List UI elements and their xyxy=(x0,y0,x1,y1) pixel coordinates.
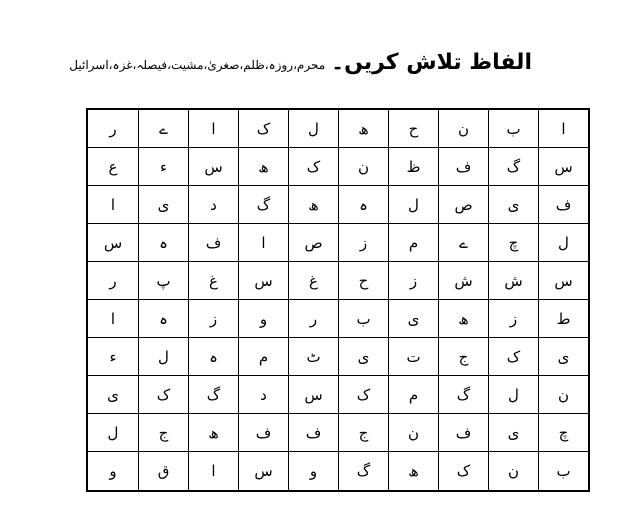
grid-cell[interactable]: پ xyxy=(138,262,188,300)
grid-cell[interactable]: ٹ xyxy=(288,338,338,376)
grid-cell[interactable]: س xyxy=(538,148,588,186)
grid-cell[interactable]: ی xyxy=(88,376,138,414)
grid-cell[interactable]: غ xyxy=(288,262,338,300)
grid-cell[interactable]: ل xyxy=(388,186,438,224)
grid-cell[interactable]: چ xyxy=(488,224,538,262)
grid-cell[interactable]: ف xyxy=(538,186,588,224)
grid-cell[interactable]: ھ xyxy=(188,414,238,452)
grid-cell[interactable]: ھ xyxy=(238,148,288,186)
grid-cell[interactable]: ز xyxy=(488,300,538,338)
grid-cell[interactable]: ط xyxy=(538,300,588,338)
grid-cell[interactable]: و xyxy=(288,452,338,490)
grid-cell[interactable]: ل xyxy=(88,414,138,452)
grid-cell[interactable]: م xyxy=(388,224,438,262)
grid-cell[interactable]: ظ xyxy=(388,148,438,186)
grid-cell[interactable]: ک xyxy=(338,376,388,414)
grid-cell[interactable]: س xyxy=(238,262,288,300)
grid-cell[interactable]: گ xyxy=(338,452,388,490)
grid-cell[interactable]: ء xyxy=(138,148,188,186)
grid-cell[interactable]: ف xyxy=(288,414,338,452)
grid-cell[interactable]: ج xyxy=(438,338,488,376)
grid-cell[interactable]: ب xyxy=(538,452,588,490)
grid-cell[interactable]: ہ xyxy=(138,224,188,262)
grid-cell[interactable]: ر xyxy=(288,300,338,338)
grid-cell[interactable]: ن xyxy=(338,148,388,186)
grid-cell[interactable]: ن xyxy=(388,414,438,452)
grid-cell[interactable]: ف xyxy=(238,414,288,452)
grid-cell[interactable]: ف xyxy=(188,224,238,262)
grid-cell[interactable]: م xyxy=(238,338,288,376)
grid-cell[interactable]: ک xyxy=(488,338,538,376)
grid-cell[interactable]: ا xyxy=(88,300,138,338)
grid-cell[interactable]: ہ xyxy=(188,338,238,376)
grid-cell[interactable]: س xyxy=(238,452,288,490)
grid-cell[interactable]: ن xyxy=(538,376,588,414)
grid-cell[interactable]: ص xyxy=(438,186,488,224)
grid-cell[interactable]: غ xyxy=(188,262,238,300)
word-search-grid xyxy=(86,108,590,492)
grid-cell[interactable]: ر xyxy=(88,262,138,300)
grid-cell[interactable]: س xyxy=(188,148,238,186)
grid-cell[interactable]: ا xyxy=(188,452,238,490)
grid-cell[interactable]: ج xyxy=(138,414,188,452)
grid-cell[interactable]: ج xyxy=(338,414,388,452)
grid-cell[interactable]: ل xyxy=(138,338,188,376)
grid-cell[interactable]: ش xyxy=(488,262,538,300)
grid-cell[interactable]: ب xyxy=(338,300,388,338)
grid-cell[interactable]: ک xyxy=(238,110,288,148)
grid-cell[interactable]: ھ xyxy=(438,300,488,338)
grid-cell[interactable]: ف xyxy=(438,414,488,452)
grid-cell[interactable]: س xyxy=(538,262,588,300)
grid-cell[interactable]: ن xyxy=(488,452,538,490)
grid-cell[interactable]: ی xyxy=(138,186,188,224)
grid-cell[interactable]: ح xyxy=(388,110,438,148)
grid-cell[interactable]: ہ xyxy=(138,300,188,338)
grid-cell[interactable]: س xyxy=(288,376,338,414)
grid-cell[interactable]: ر xyxy=(88,110,138,148)
grid-cell[interactable]: د xyxy=(238,376,288,414)
grid-cell[interactable]: ع xyxy=(88,148,138,186)
grid-cell[interactable]: ی xyxy=(488,186,538,224)
grid-cell[interactable]: ھ xyxy=(338,110,388,148)
grid-cell[interactable]: ا xyxy=(188,110,238,148)
grid-cell[interactable]: ے xyxy=(438,224,488,262)
grid-cell[interactable]: ز xyxy=(188,300,238,338)
grid-cell[interactable]: ہ xyxy=(338,186,388,224)
grid-cell[interactable]: ف xyxy=(438,148,488,186)
grid-cell[interactable]: گ xyxy=(238,186,288,224)
grid-cell[interactable]: گ xyxy=(188,376,238,414)
grid-cell[interactable]: ح xyxy=(338,262,388,300)
header xyxy=(69,50,532,86)
grid-cell[interactable]: ب xyxy=(488,110,538,148)
grid-cell[interactable]: ی xyxy=(338,338,388,376)
grid-cell[interactable]: م xyxy=(388,376,438,414)
grid-cell[interactable]: و xyxy=(109,462,117,480)
grid-cell[interactable]: س xyxy=(88,224,138,262)
grid-cell[interactable]: گ xyxy=(488,148,538,186)
grid-cell[interactable]: چ xyxy=(538,414,588,452)
grid-cell[interactable]: ھ xyxy=(288,186,338,224)
grid-cell[interactable]: ک xyxy=(438,452,488,490)
grid-cell[interactable]: ن xyxy=(438,110,488,148)
grid-cell[interactable]: ز xyxy=(338,224,388,262)
grid-cell[interactable]: ل xyxy=(538,224,588,262)
grid-cell[interactable]: و xyxy=(238,300,288,338)
grid-cell[interactable]: ز xyxy=(388,262,438,300)
grid-cell[interactable]: ھ xyxy=(388,452,438,490)
grid-cell[interactable]: ک xyxy=(288,148,338,186)
grid-cell[interactable]: ت xyxy=(388,338,438,376)
grid-cell[interactable]: ے xyxy=(138,110,188,148)
grid-cell[interactable]: ق xyxy=(138,452,188,490)
grid-cell[interactable]: ش xyxy=(438,262,488,300)
page-title: الفاظ تلاش کریں۔ xyxy=(331,50,532,75)
grid-cell[interactable]: گ xyxy=(438,376,488,414)
grid-cell[interactable]: ی xyxy=(388,300,438,338)
grid-cell[interactable]: ل xyxy=(288,110,338,148)
grid-cell[interactable]: ا xyxy=(88,186,138,224)
grid-cell[interactable]: ا xyxy=(238,224,288,262)
grid-cell[interactable]: ء xyxy=(88,338,138,376)
grid-cell[interactable]: ک xyxy=(138,376,188,414)
grid-cell[interactable]: ص xyxy=(288,224,338,262)
grid-cell[interactable]: ا xyxy=(538,110,588,148)
word-list: محرم،روزہ،ظلم،صغریٰ،مشیت،فیصلہ،غزہ،اسرائیل xyxy=(69,58,326,72)
grid-cell[interactable]: ی xyxy=(538,338,588,376)
grid-cell[interactable]: ل xyxy=(488,376,538,414)
grid-cell[interactable]: د xyxy=(188,186,238,224)
grid-cell[interactable]: ی xyxy=(488,414,538,452)
